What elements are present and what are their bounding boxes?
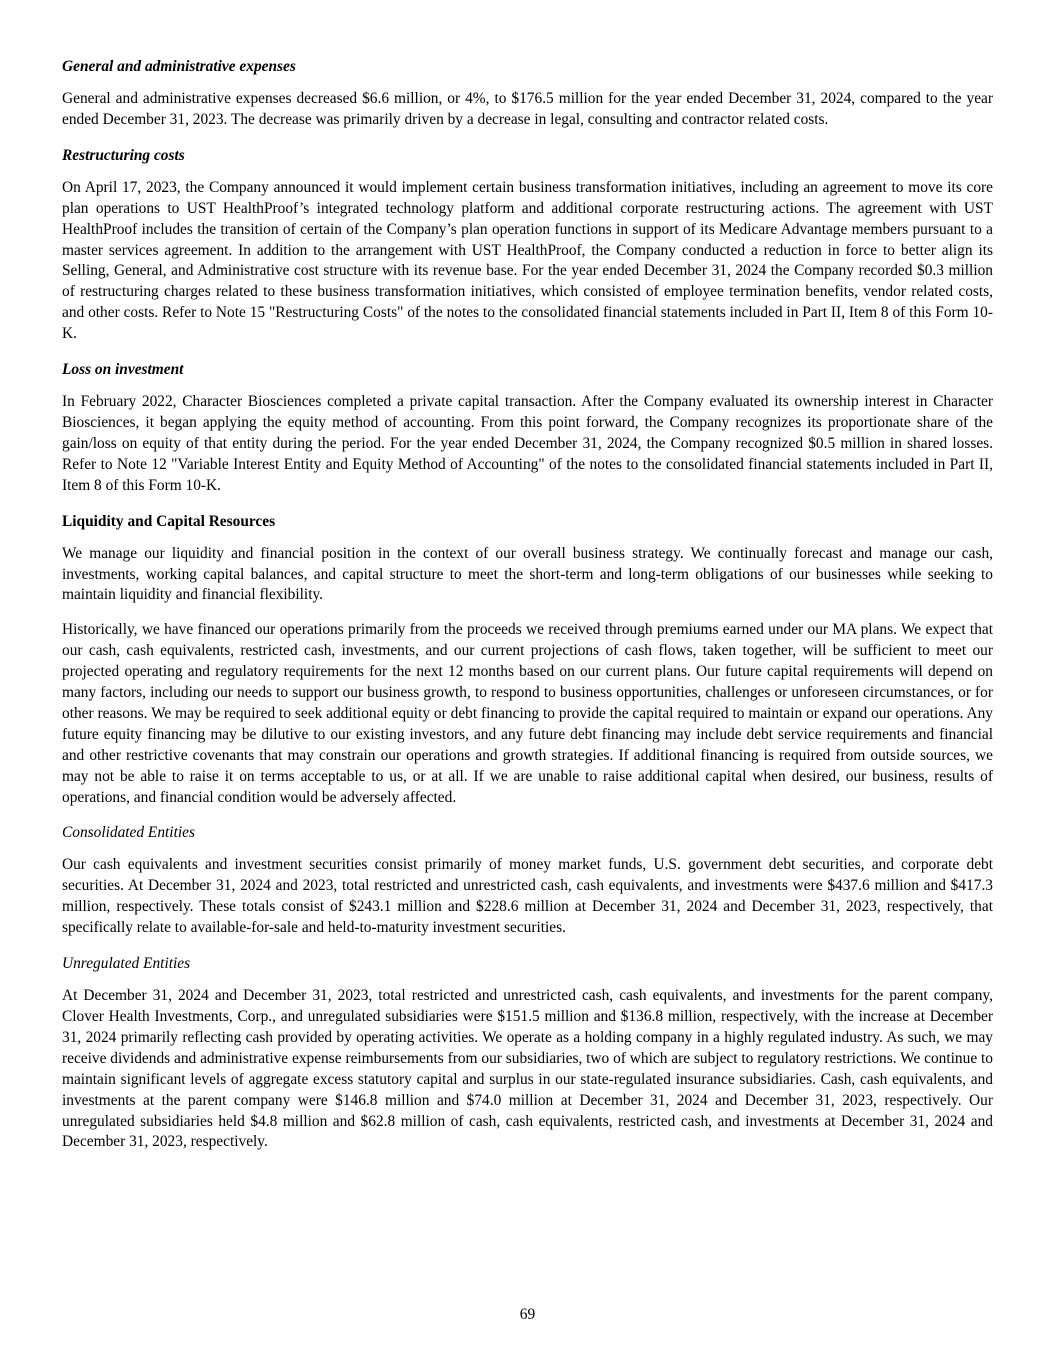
section-heading-consolidated-entities: Consolidated Entities	[62, 824, 195, 842]
page-number: 69	[519, 1306, 536, 1323]
document-page	[62, 56, 993, 1167]
section-heading-liquidity-capital-resources: Liquidity and Capital Resources	[62, 512, 276, 530]
paragraph-general-administrative-expenses: General and administrative expenses decreased $6.6 million, or 4%, to $176.5 million for the year ended December 31, 2024, compared to the year ended December 31, 2023. The decrease was primarily driven by a decrease in legal, consulting and contractor related costs.	[62, 90, 993, 128]
section-heading-general-administrative-expenses: General and administrative expenses	[62, 58, 296, 75]
section-heading-restructuring-costs: Restructuring costs	[62, 146, 185, 164]
paragraph-liquidity-overview: We manage our liquidity and financial position in the context of our overall business strategy. We continually forecast and manage our cash, investments, working capital balances, and capital structure to meet the short-term and long-term obligations of our businesses while seeking to maintain liquidity and financial flexibility.	[62, 544, 993, 604]
section-heading-unregulated-entities: Unregulated Entities	[62, 955, 191, 973]
paragraph-unregulated-entities: At December 31, 2024 and December 31, 2023, total restricted and unrestricted cash, cash equivalents, and investments for the parent company, Clover Health Investments, Corp., and unregulated subsidiaries were $151.5 million and $136.8 million, respectively, with the increase at December 31, 2024 primarily reflecting cash provided by operating activities. We operate as a holding company in a highly regulated industry. As such, we may receive dividends and administrative expense reimbursements from our subsidiaries, two of which are subject to regulatory restrictions. We continue to maintain significant levels of aggregate excess statutory capital and surplus in our state-regulated insurance subsidiaries. Cash, cash equivalents, and investments at the parent company were $146.8 million and $74.0 million at December 31, 2024 and December 31, 2023, respectively. Our unregulated subsidiaries held $4.8 million and $62.8 million of cash, cash equivalents, restricted cash, and investments at December 31, 2024 and December 31, 2023, respectively.	[62, 987, 993, 1151]
paragraph-consolidated-entities: Our cash equivalents and investment securities consist primarily of money market funds, U.S. government debt securities, and corporate debt securities. At December 31, 2024 and 2023, total restricted and unrestricted cash, cash equivalents, and investments were $437.6 million and $417.3 million, respectively. These totals consist of $243.1 million and $228.6 million at December 31, 2024 and December 31, 2023, respectively, that specifically relate to available-for-sale and held-to-maturity investment securities.	[62, 856, 993, 937]
section-heading-loss-on-investment: Loss on investment	[62, 361, 184, 379]
paragraph-liquidity-financing: Historically, we have financed our operations primarily from the proceeds we received through premiums earned under our MA plans. We expect that our cash, cash equivalents, restricted cash, investments, and our current projections of cash flows, taken together, will be sufficient to meet our projected operating and regulatory requirements for the next 12 months based on our current plans. Our future capital requirements will depend on many factors, including our needs to support our business growth, to respond to business opportunities, challenges or unforeseen circumstances, or for other reasons. We may be required to seek additional equity or debt financing to provide the capital required to maintain or expand our operations. Any future equity financing may be dilutive to our existing investors, and any future debt financing may include debt service requirements and financial and other restrictive covenants that may constrain our operations and growth strategies. If additional financing is required from outside sources, we may not be able to raise it on terms acceptable to us, or at all. If we are unable to raise additional capital when desired, our business, results of operations, and financial condition would be adversely affected.	[62, 621, 993, 806]
paragraph-restructuring-costs: On April 17, 2023, the Company announced it would implement certain business transformation initiatives, including an agreement to move its core plan operations to UST HealthProof’s integrated technology platform and additional corporate restructuring actions. The agreement with UST HealthProof includes the transition of certain of the Company’s plan operation functions in support of its Medicare Advantage members pursuant to a master services agreement. In addition to the arrangement with UST HealthProof, the Company conducted a reduction in force to better align its Selling, General, and Administrative cost structure with its revenue base. For the year ended December 31, 2024 the Company recorded $0.3 million of restructuring charges related to these business transformation initiatives, which consisted of employee termination benefits, vendor related costs, and other costs. Refer to Note 15 "Restructuring Costs" of the notes to the consolidated financial statements included in Part II, Item 8 of this Form 10-K.	[62, 178, 993, 343]
paragraph-loss-on-investment: In February 2022, Character Biosciences completed a private capital transaction. After the Company evaluated its ownership interest in Character Biosciences, it began applying the equity method of accounting. From this point forward, the Company recognizes its proportionate share of the gain/loss on equity of that entity during the period. For the year ended December 31, 2024, the Company recognized $0.5 million in shared losses. Refer to Note 12 "Variable Interest Entity and Equity Method of Accounting" of the notes to the consolidated financial statements included in Part II, Item 8 of this Form 10-K.	[62, 393, 993, 494]
